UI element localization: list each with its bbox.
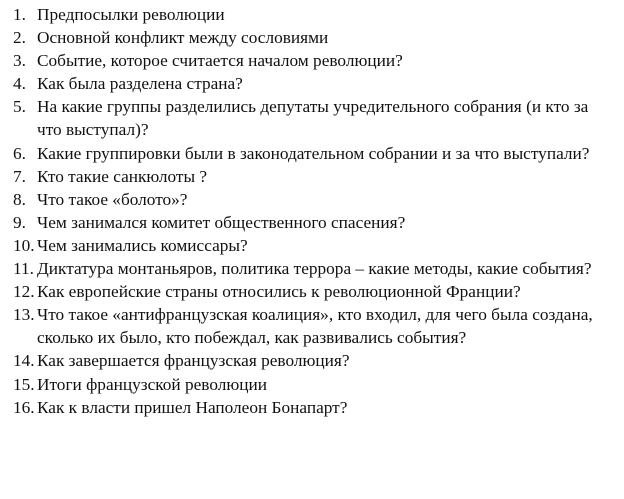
- item-number: 3.: [13, 51, 26, 71]
- item-number: 5.: [13, 97, 26, 117]
- list-item: [0, 303, 624, 349]
- item-number: 8.: [13, 189, 26, 209]
- question-list: [0, 3, 624, 419]
- item-number: 9.: [13, 212, 26, 232]
- item-text: Как завершается французская революция?: [37, 351, 350, 371]
- item-text: Основной конфликт между сословиями: [37, 28, 329, 48]
- list-item: [0, 211, 624, 234]
- item-text: Какие группировки были в законодательном собрании и за что выступали?: [37, 143, 590, 163]
- list-item: [0, 165, 624, 188]
- item-text: Событие, которое считается началом революции?: [37, 51, 403, 71]
- list-item: [0, 349, 624, 372]
- item-text: Предпосылки революции: [37, 5, 225, 24]
- item-number: 4.: [13, 74, 26, 94]
- list-item: [0, 72, 624, 95]
- list-item: [0, 95, 624, 141]
- item-number: 6.: [13, 143, 26, 163]
- item-text: Как европейские страны относились к революционной Франции?: [37, 282, 521, 302]
- item-number: 15.: [13, 374, 35, 394]
- list-item: [0, 396, 624, 419]
- list-item: [0, 280, 624, 303]
- item-number: 13.: [13, 305, 35, 325]
- item-text: Как была разделена страна?: [37, 74, 243, 94]
- item-text: Итоги французской революции: [37, 374, 268, 394]
- item-text: Чем занимался комитет общественного спасения?: [37, 212, 406, 232]
- list-item: [0, 49, 624, 72]
- item-number: 2.: [13, 28, 26, 48]
- item-number: 11.: [13, 259, 34, 279]
- item-number: 1.: [13, 5, 26, 24]
- item-number: 12.: [13, 282, 35, 302]
- list-item: [0, 3, 624, 26]
- item-number: 16.: [13, 397, 35, 417]
- list-item: [0, 26, 624, 49]
- item-text: Что такое «антифранцузская коалиция», кто входил, для чего была создана, сколько их было, кто побеждал, как развивались события?: [37, 305, 593, 348]
- list-item: [0, 188, 624, 211]
- list-item: [0, 234, 624, 257]
- list-item: [0, 142, 624, 165]
- list-item: [0, 257, 624, 280]
- item-text: Что такое «болото»?: [37, 189, 188, 209]
- list-item: [0, 373, 624, 396]
- item-text: Диктатура монтаньяров, политика террора – какие методы, какие события?: [37, 259, 592, 279]
- item-number: 14.: [13, 351, 35, 371]
- item-number: 7.: [13, 166, 26, 186]
- item-text: Кто такие санкюлоты ?: [37, 166, 208, 186]
- item-number: 10.: [13, 235, 35, 255]
- item-text: На какие группы разделились депутаты учредительного собрания (и кто за что выступал)?: [37, 97, 589, 140]
- item-text: Чем занимались комиссары?: [37, 235, 248, 255]
- item-text: Как к власти пришел Наполеон Бонапарт?: [37, 397, 348, 417]
- document-page: [0, 3, 624, 419]
